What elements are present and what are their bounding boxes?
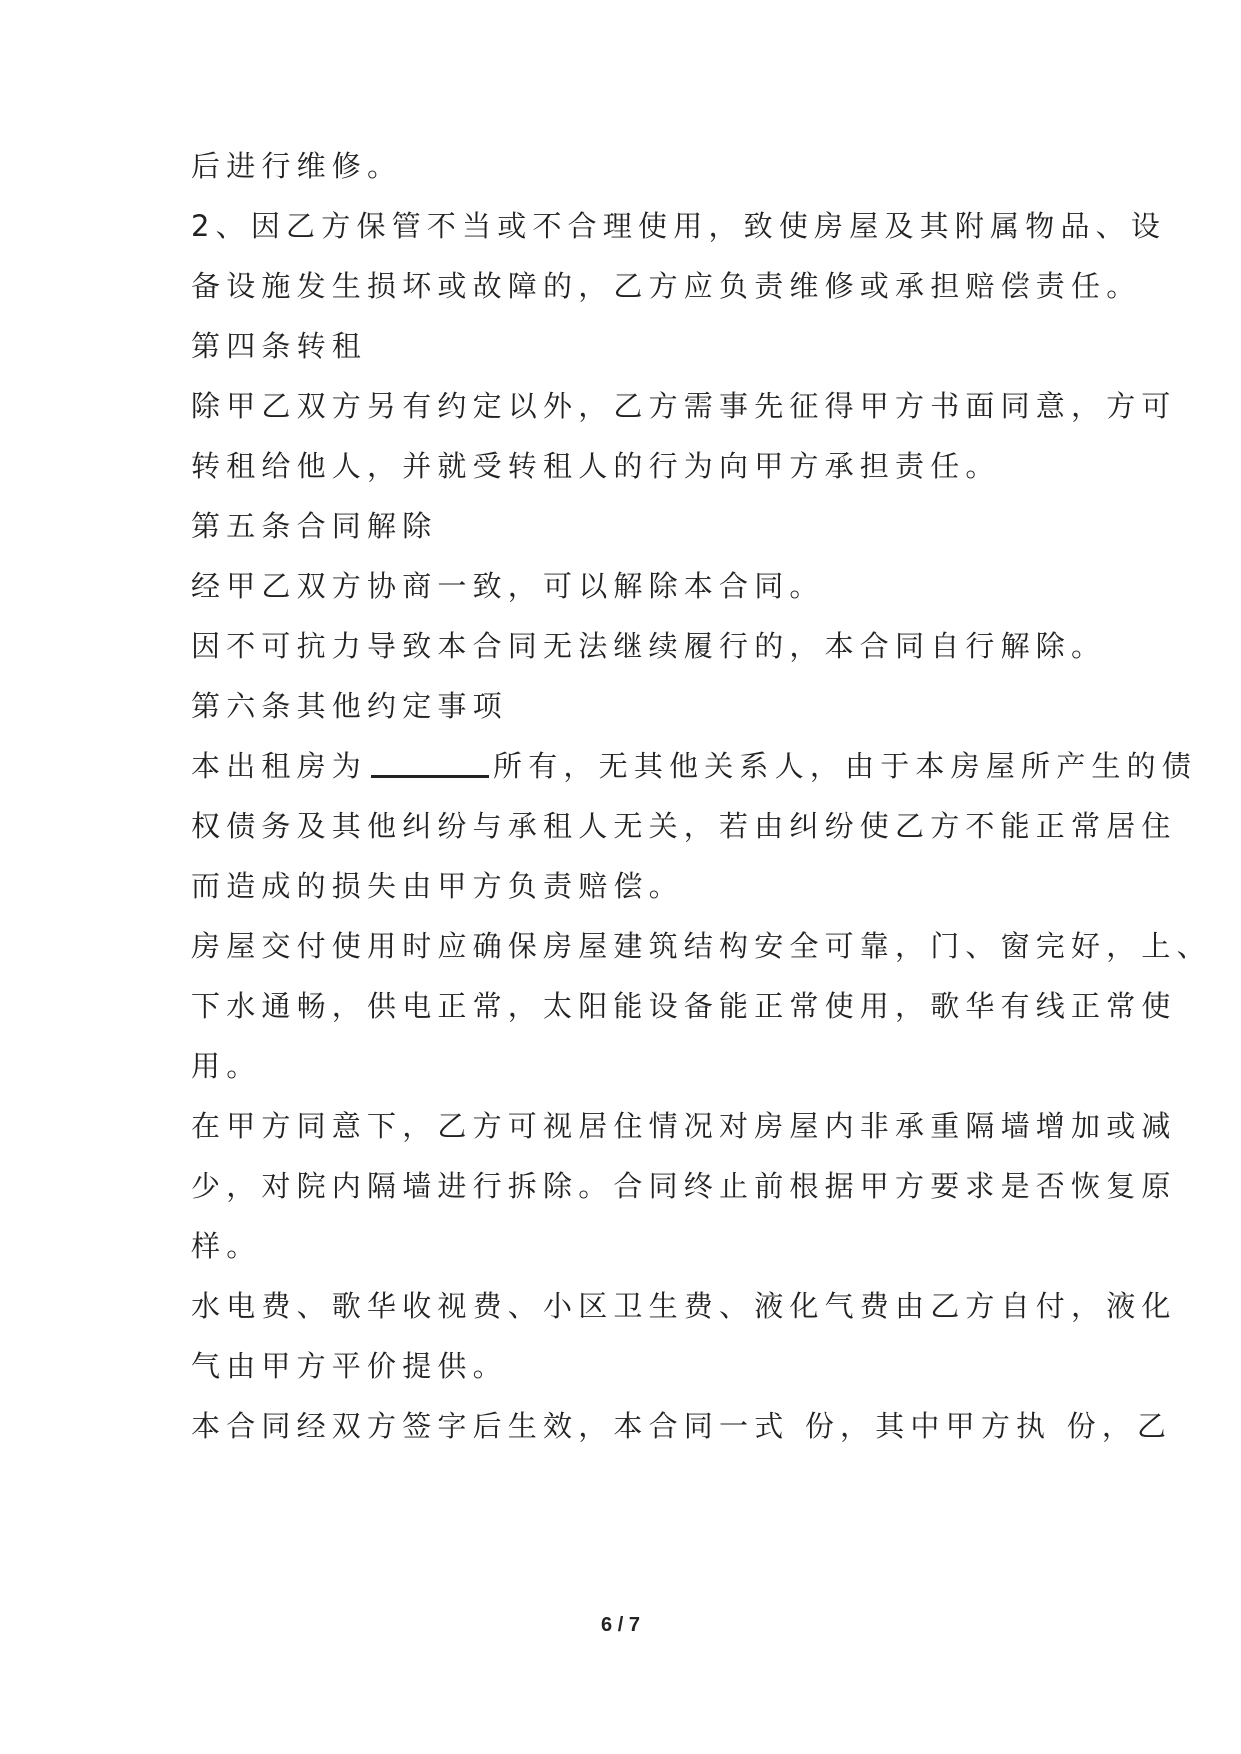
text-line: 后进行维修。 <box>191 149 403 183</box>
text-line: 因不可抗力导致本合同无法继续履行的，本合同自行解除。 <box>191 629 1107 663</box>
text-segment: 所有，无其他关系人，由于本房屋所产生的债 <box>493 749 1198 783</box>
text-line: 而造成的损失由甲方负责赔偿。 <box>191 869 684 903</box>
text-line: 本合同经双方签字后生效，本合同一式 份，其中甲方执 份，乙 <box>191 1409 1173 1443</box>
section-heading: 第六条其他约定事项 <box>191 689 508 723</box>
text-line: 权债务及其他纠纷与承租人无关，若由纠纷使乙方不能正常居住 <box>191 809 1177 843</box>
text-line: 备设施发生损坏或故障的，乙方应负责维修或承担赔偿责任。 <box>191 269 1142 303</box>
section-heading: 第四条转租 <box>191 329 368 363</box>
text-line: 水电费、歌华收视费、小区卫生费、液化气费由乙方自付，液化 <box>191 1289 1177 1323</box>
page-number: 6 / 7 <box>601 1614 640 1636</box>
text-line: 经甲乙双方协商一致，可以解除本合同。 <box>191 569 825 603</box>
text-line: 下水通畅，供电正常，太阳能设备能正常使用，歌华有线正常使 <box>191 989 1177 1023</box>
text-line: 气由甲方平价提供。 <box>191 1349 508 1383</box>
text-line: 用。 <box>191 1049 262 1083</box>
text-line: 样。 <box>191 1229 262 1263</box>
text-line: 除甲乙双方另有约定以外，乙方需事先征得甲方书面同意，方可 <box>191 389 1177 423</box>
text-segment: 本出租房为 <box>191 749 368 783</box>
text-line: 在甲方同意下，乙方可视居住情况对房屋内非承重隔墙增加或减 <box>191 1109 1177 1143</box>
fill-in-blank <box>371 771 489 778</box>
text-line: 转租给他人，并就受转租人的行为向甲方承担责任。 <box>191 449 1001 483</box>
section-heading: 第五条合同解除 <box>191 509 438 543</box>
text-line: 2、因乙方保管不当或不合理使用，致使房屋及其附属物品、设 <box>191 209 1167 243</box>
text-line: 房屋交付使用时应确保房屋建筑结构安全可靠，门、窗完好，上、 <box>191 929 1212 963</box>
text-line: 少，对院内隔墙进行拆除。合同终止前根据甲方要求是否恢复原 <box>191 1169 1177 1203</box>
text-line-with-blank <box>191 746 1198 786</box>
